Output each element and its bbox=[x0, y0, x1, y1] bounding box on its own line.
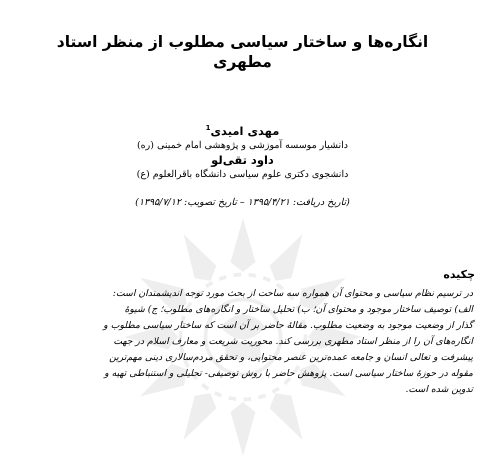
footnote-mark: 1 bbox=[205, 124, 211, 132]
abstract-line: گذار از وضعیت موجود به وضعیت مطلوب. مقالۀ حاضر بر آن است که ساختار سیاسی مطلوب و bbox=[103, 320, 473, 331]
abstract-body bbox=[24, 286, 473, 398]
author-affiliation: دانشیار موسسه آموزشی و پژوهشی امام خمینی (ره) bbox=[136, 139, 349, 151]
abstract-line: انگاره‌های آن را از منظر استاد مطهری بررسی کند. محوریت شریعت و معارف اسلام در جهت bbox=[113, 336, 473, 347]
received-accepted-dates: (تاریخ دریافت: ۱۳۹۵/۴/۲۱ – تاریخ تصویب: ۱۳۹۵/۷/۱۲) bbox=[135, 197, 350, 208]
author-name: داود تقی‌لو bbox=[211, 153, 274, 167]
abstract-heading: چکیده bbox=[443, 268, 475, 281]
author-block-2 bbox=[0, 152, 485, 182]
abstract-line: مقوله در حوزۀ ساختار سیاسی است. پژوهش حاضر با روش توصیفی- تحلیلی و استنباطی تهیه و bbox=[104, 368, 473, 379]
abstract-line: پیشرفت و تعالی انسان و جامعه عمده‌ترین عنصر محتوایی، و تحقق مردم‌سالاری دینی مهم‌ترین bbox=[109, 352, 473, 363]
author-name: مهدی امیدی$^1$ bbox=[205, 123, 280, 138]
abstract-line: در ترسیم نظام سیاسی و محتوای آن همواره سه ساحت از بحث مورد توجه اندیشمندان است: bbox=[112, 288, 473, 299]
abstract-line: تدوین شده است. bbox=[405, 384, 473, 395]
author-block-1 bbox=[0, 120, 485, 153]
author-affiliation: دانشجوی دکتری علوم سیاسی دانشگاه باقرالعلوم (ع) bbox=[136, 169, 349, 180]
abstract-line: الف) توصیف ساختار موجود و محتوای آن؛ ب) تحلیل ساختار و انگاره‌های مطلوب؛ ج) شیوۀ bbox=[124, 304, 473, 315]
paper-title: انگاره‌ها و ساختار سیاسی مطلوب از منظر استاد مطهری bbox=[56, 33, 429, 71]
